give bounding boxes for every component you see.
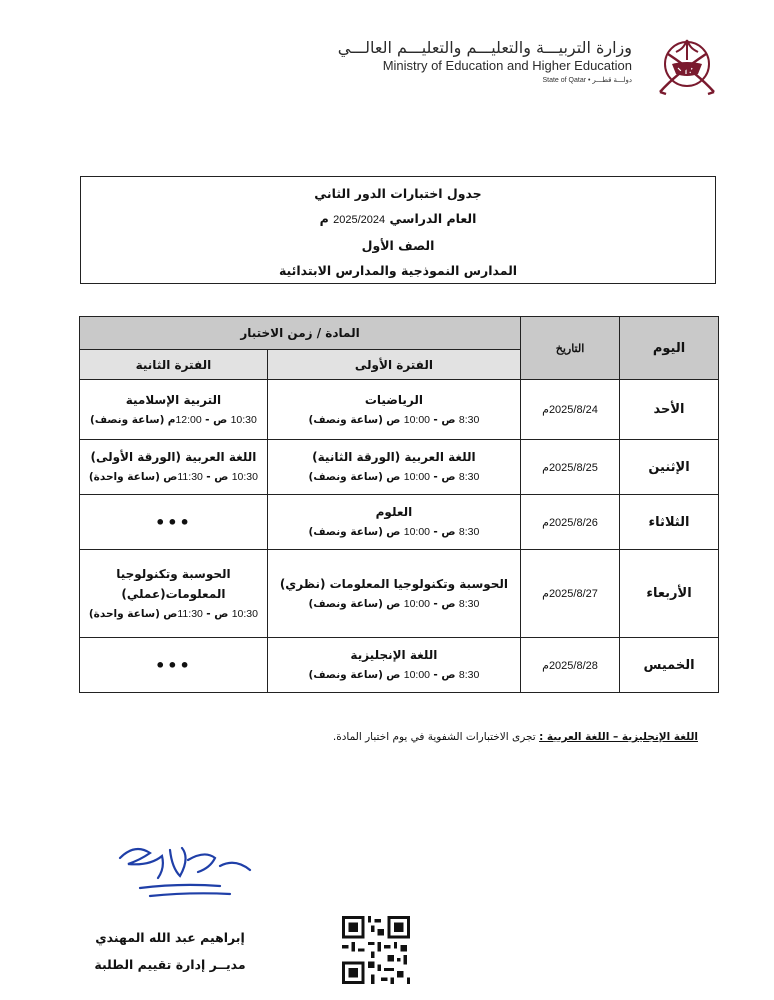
exam-time: 10:30 ص - 11:30ص (ساعة واحدة) — [88, 607, 258, 620]
period-1-cell — [267, 550, 520, 638]
signatory-title: مديــر إدارة تقييم الطلبة — [94, 957, 246, 972]
no-exam-placeholder: ••• — [155, 512, 192, 532]
no-exam-placeholder: ••• — [155, 655, 192, 675]
subject-name-line-2: المعلومات(عملي) — [121, 586, 226, 601]
note-label: اللغة الإنجليزية – اللغة العربية : — [539, 731, 698, 743]
exam-time: 8:30 ص - 10:00 ص (ساعة ونصف) — [308, 413, 480, 426]
subject-name: اللغة العربية (الورقة الأولى) — [90, 450, 257, 464]
header-period-2: الفترة الثانية — [80, 350, 268, 380]
period-2-cell — [80, 550, 268, 638]
exam-title-box — [80, 176, 716, 284]
row-date: 2025/8/28م — [521, 638, 620, 693]
qr-code-icon — [342, 916, 410, 984]
academic-year-label: العام الدراسي — [389, 211, 477, 226]
subject-name: اللغة الإنجليزية — [350, 648, 438, 662]
academic-year-value: 2025/2024 — [333, 214, 386, 226]
row-date: 2025/8/26م — [521, 495, 620, 550]
oral-exam-note — [333, 731, 698, 743]
exam-time: 8:30 ص - 10:00 ص (ساعة ونصف) — [308, 471, 480, 483]
period-2-cell — [80, 638, 268, 693]
table-row — [80, 495, 719, 550]
subject-name: الرياضيات — [364, 392, 423, 407]
title-line-grade: الصف الأول — [361, 238, 435, 253]
row-day: الثلاثاء — [620, 495, 719, 550]
period-2-cell — [80, 495, 268, 550]
ministry-name-en: Ministry of Education and Higher Education — [382, 58, 632, 73]
letterhead — [337, 30, 740, 105]
exam-time: 8:30 ص - 10:00 ص (ساعة ونصف) — [308, 526, 480, 538]
subject-name-line-1: الحوسبة وتكنولوجيا — [116, 566, 231, 581]
title-line-academic-year — [81, 206, 715, 233]
row-day: الأحد — [620, 380, 719, 440]
exam-schedule-table — [79, 316, 719, 693]
period-1-cell — [267, 380, 520, 440]
table-row — [80, 550, 719, 638]
row-date: 2025/8/25م — [521, 440, 620, 495]
exam-time: 10:30 ص - 11:30ص (ساعة واحدة) — [88, 471, 258, 483]
note-text: تجرى الاختبارات الشفوية في يوم اختبار المادة. — [332, 731, 536, 743]
signatory-name: إبراهيم عبد الله المهندي — [95, 930, 245, 945]
header-day: اليوم — [620, 317, 719, 380]
header-date: التاريخ — [521, 317, 620, 380]
period-1-cell — [267, 440, 520, 495]
subject-name: التربية الإسلامية — [125, 392, 222, 407]
row-day: الإثنين — [620, 440, 719, 495]
subject-name: الحوسبة وتكنولوجيا المعلومات (نظري) — [279, 576, 509, 591]
table-row — [80, 440, 719, 495]
period-2-cell — [80, 380, 268, 440]
exam-time: 8:30 ص - 10:00 ص (ساعة ونصف) — [308, 597, 480, 610]
row-date: 2025/8/27م — [521, 550, 620, 638]
table-row — [80, 638, 719, 693]
period-1-cell — [267, 495, 520, 550]
period-1-cell — [267, 638, 520, 693]
ministry-name-ar: وزارة التربيـــة والتعليـــم والتعليـــم العالـــي — [337, 38, 632, 57]
title-line-exam-schedule: جدول اختبارات الدور الثاني — [314, 186, 482, 201]
header-period-1: الفترة الأولى — [267, 350, 520, 380]
row-day: الأربعاء — [620, 550, 719, 638]
academic-year-suffix: م — [319, 211, 329, 226]
signature-icon — [110, 838, 260, 908]
header-subject-time: المادة / زمن الاختبار — [80, 317, 521, 350]
period-2-cell — [80, 440, 268, 495]
subject-name: العلوم — [375, 505, 413, 519]
exam-time: 10:30 ص - 12:00م (ساعة ونصف) — [90, 413, 257, 426]
ministry-text — [338, 38, 632, 84]
qatar-emblem-icon — [656, 30, 718, 100]
subject-name: اللغة العربية (الورقة الثانية) — [312, 450, 476, 464]
exam-time: 8:30 ص - 10:00 ص (ساعة ونصف) — [308, 669, 480, 681]
row-day: الخميس — [620, 638, 719, 693]
title-line-schools: المدارس النموذجية والمدارس الابتدائية — [278, 263, 518, 278]
table-row — [80, 380, 719, 440]
state-of-qatar: State of Qatar • دولـــة قطـــر — [542, 77, 632, 84]
row-date: 2025/8/24م — [521, 380, 620, 440]
